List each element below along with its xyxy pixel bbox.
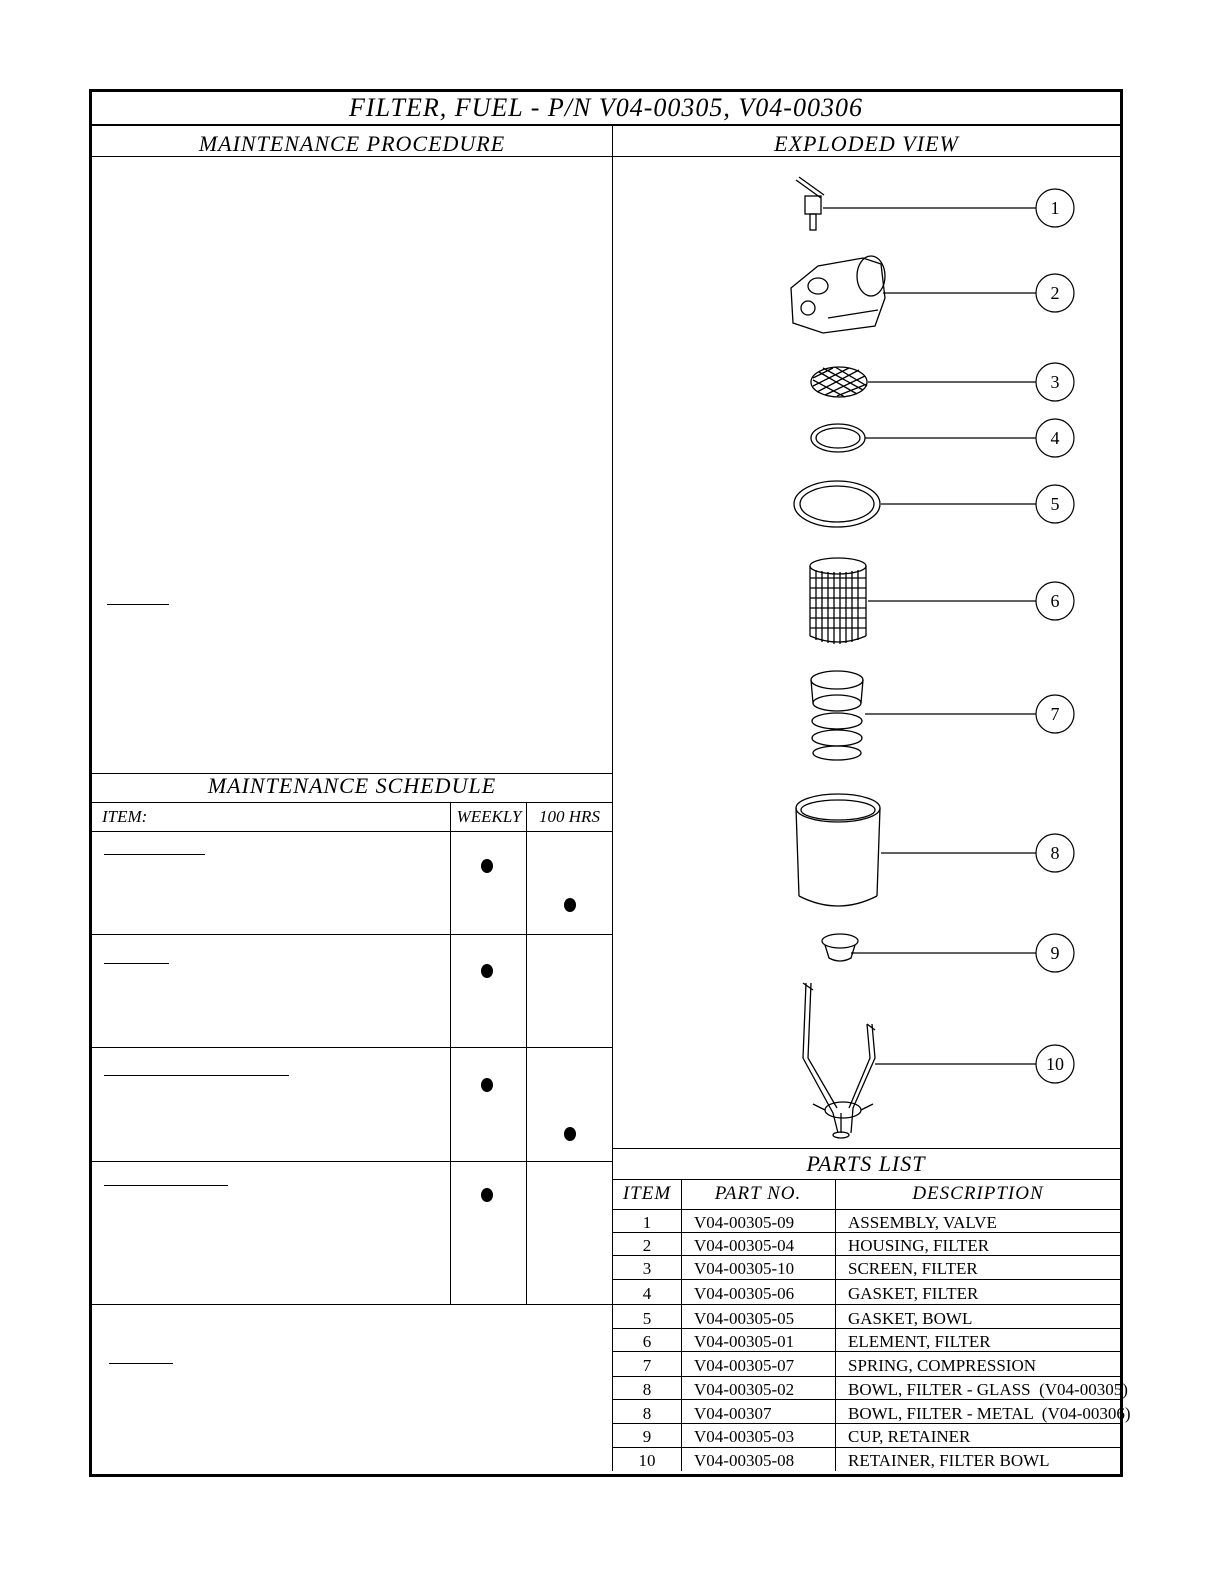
parts-list-header: PARTS LIST [806,1151,926,1176]
divider [92,124,1120,126]
filter-element-icon [810,558,866,644]
row-part-no: V04-00305-10 [694,1259,795,1278]
row-line [612,1328,1120,1329]
divider [92,934,612,935]
row-line [612,1447,1120,1448]
row-description: SCREEN, FILTER [848,1259,978,1278]
filter-bowl-icon [796,794,880,906]
100hrs-check-dot [564,898,576,912]
blank-underline [104,963,169,964]
row-line [612,1351,1120,1352]
exploded-view-drawing [613,158,1120,1148]
row-part-no: V04-00305-09 [694,1213,795,1232]
table-row [612,1424,1119,1448]
row-description: HOUSING, FILTER [848,1236,990,1255]
row-item: 7 [642,1356,652,1375]
callout-4: 4 [1050,428,1060,448]
row-part-no: V04-00305-04 [694,1236,795,1255]
table-row [612,1306,1119,1330]
divider [92,831,612,832]
maintenance-schedule-header: MAINTENANCE SCHEDULE [207,773,497,798]
schedule-100hrs-header: 100 HRS [539,807,600,826]
blank-underline [104,1075,289,1076]
filter-housing-icon [791,256,885,333]
callout-1: 1 [1050,198,1060,218]
weekly-check-dot [481,859,493,873]
parts-description-header: DESCRIPTION [912,1183,1044,1204]
bowl-gasket-icon [794,481,880,527]
row-item: 8 [642,1404,652,1423]
row-line [612,1279,1120,1280]
divider [92,802,612,803]
blank-underline [104,1185,228,1186]
table-row [612,1448,1119,1472]
row-part-no: V04-00305-06 [694,1284,795,1303]
row-item: 1 [642,1213,652,1232]
page-title: FILTER, FUEL - P/N V04-00305, V04-00306 [349,93,863,122]
row-item: 3 [642,1259,652,1278]
row-item: 10 [638,1451,656,1470]
row-line [612,1232,1120,1233]
parts-partno-header: PART NO. [714,1183,802,1204]
exploded-view-header: EXPLODED VIEW [774,131,959,156]
row-line [612,1304,1120,1305]
table-row [612,1401,1131,1425]
row-item: 5 [642,1309,652,1328]
row-item: 8 [642,1380,652,1399]
row-description: CUP, RETAINER [848,1427,971,1446]
blank-underline [109,1363,173,1364]
row-part-no: V04-00305-01 [694,1332,795,1351]
table-row [612,1329,1119,1353]
row-description: ASSEMBLY, VALVE [848,1213,997,1232]
table-row [612,1281,1119,1305]
filter-bowl-retainer-icon [803,983,875,1138]
callout-6: 6 [1050,591,1060,611]
blank-underline [104,854,205,855]
row-description: BOWL, FILTER - METAL (V04-00306) [848,1404,1131,1423]
callout-9: 9 [1050,943,1060,963]
schedule-col-divider [526,803,527,1304]
divider [92,156,1120,157]
divider [92,1304,612,1305]
divider [612,1148,1120,1149]
table-row [612,1377,1128,1401]
row-item: 2 [642,1236,652,1255]
row-description: ELEMENT, FILTER [848,1332,991,1351]
filter-screen-icon [811,367,867,397]
row-line [612,1376,1120,1377]
row-line [612,1255,1120,1256]
table-row [612,1210,1119,1234]
table-row [612,1256,1119,1280]
filter-gasket-icon [811,424,865,452]
maintenance-procedure-header: MAINTENANCE PROCEDURE [198,131,506,156]
table-row [612,1233,1119,1257]
callout-8: 8 [1050,843,1060,863]
row-item: 9 [642,1427,652,1446]
row-description: GASKET, BOWL [848,1309,973,1328]
row-part-no: V04-00305-07 [694,1356,795,1375]
weekly-check-dot [481,1188,493,1202]
blank-underline [107,604,169,605]
row-item: 4 [642,1284,652,1303]
callout-3: 3 [1050,372,1060,392]
callout-2: 2 [1050,283,1060,303]
100hrs-check-dot [564,1127,576,1141]
schedule-item-header: ITEM: [102,807,148,826]
compression-spring-icon [811,671,863,760]
schedule-weekly-header: WEEKLY [456,807,522,826]
row-part-no: V04-00305-08 [694,1451,795,1470]
retainer-cup-icon [822,934,858,961]
row-description: BOWL, FILTER - GLASS (V04-00305) [848,1380,1128,1399]
row-part-no: V04-00305-03 [694,1427,795,1446]
callout-10: 10 [1046,1054,1064,1074]
callout-7: 7 [1050,704,1060,724]
row-description: SPRING, COMPRESSION [848,1356,1036,1375]
schedule-col-divider [450,803,451,1304]
divider [612,1179,1120,1180]
divider [92,1047,612,1048]
row-part-no: V04-00305-02 [694,1380,795,1399]
table-row [612,1353,1119,1377]
divider [92,1161,612,1162]
row-item: 6 [642,1332,652,1351]
weekly-check-dot [481,1078,493,1092]
row-description: RETAINER, FILTER BOWL [848,1451,1050,1470]
row-description: GASKET, FILTER [848,1284,979,1303]
parts-item-header: ITEM [622,1183,672,1204]
callout-5: 5 [1050,494,1060,514]
row-line [612,1399,1120,1400]
weekly-check-dot [481,964,493,978]
row-part-no: V04-00305-05 [694,1309,795,1328]
row-part-no: V04-00307 [694,1404,772,1423]
valve-assembly-icon [796,177,824,230]
row-line [612,1423,1120,1424]
